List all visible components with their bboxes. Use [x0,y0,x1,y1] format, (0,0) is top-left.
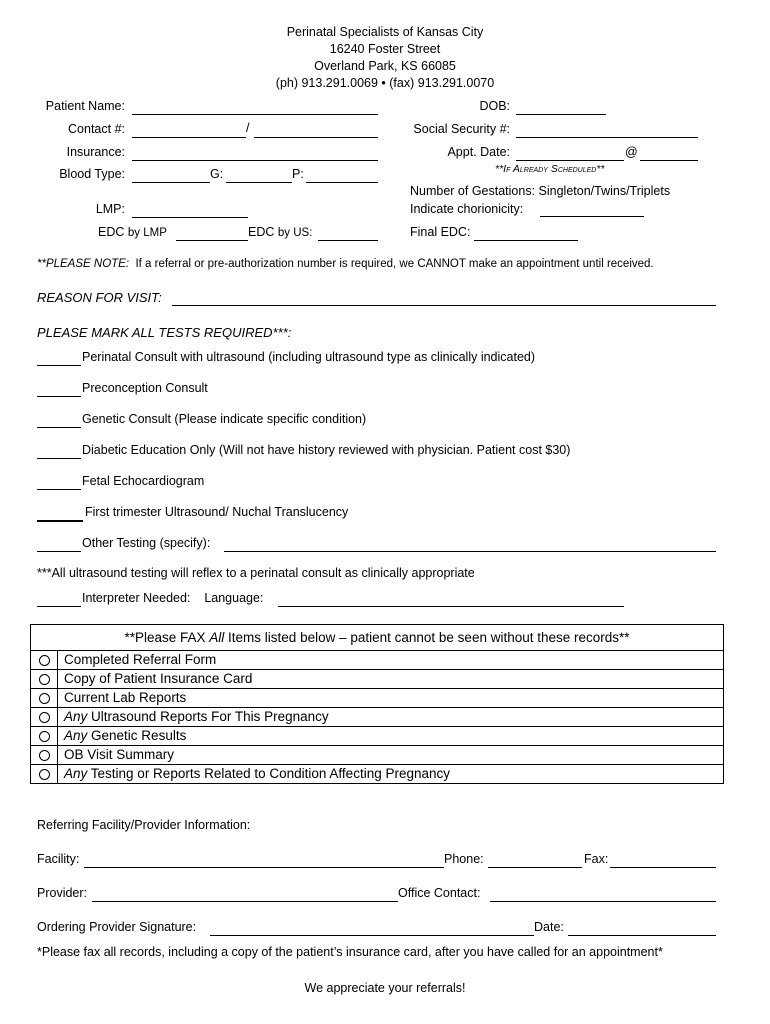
fax-checkbox[interactable] [31,746,58,765]
contact-field-2[interactable] [254,137,378,138]
table-row [31,746,724,765]
test-item: Perinatal Consult with ultrasound (including ultrasound type as clinically indicated) [82,350,536,364]
edc-lmp-field[interactable] [176,240,248,241]
fax-item-label: OB Visit Summary [58,746,724,765]
contact-field-1[interactable] [132,137,246,138]
patient-name-field[interactable] [132,114,378,115]
para-field[interactable] [306,182,378,183]
gravida-field[interactable] [226,182,292,183]
office-contact-label: Office Contact: [398,886,481,900]
circle-icon [39,712,50,723]
edc-lmp-label: EDC by LMP [98,225,167,239]
org-name: Perinatal Specialists of Kansas City [286,25,484,39]
date-label: Date: [534,920,564,934]
dob-field[interactable] [516,114,606,115]
fax-item-label: Any Testing or Reports Related to Condition Affecting Pregnancy [58,765,724,784]
table-row [31,689,724,708]
test-item: Other Testing (specify): [82,536,211,550]
chorionicity-field[interactable] [540,216,644,217]
table-row [31,765,724,784]
appt-date-label: Appt. Date: [447,145,510,159]
thanks-note: We appreciate your referrals! [304,981,466,995]
table-row [31,708,724,727]
other-testing-field[interactable] [224,551,716,552]
dob-label: DOB: [479,99,510,113]
office-contact-field[interactable] [490,901,716,902]
lmp-field[interactable] [132,217,248,218]
final-edc-field[interactable] [474,240,578,241]
fax-checkbox[interactable] [31,708,58,727]
para-label: P: [292,167,304,181]
test-check-5[interactable] [37,489,81,490]
patient-name-label: Patient Name: [45,99,125,113]
circle-icon [39,731,50,742]
fax-item-label: Completed Referral Form [58,651,724,670]
fax-table-header: **Please FAX All Items listed below – patient cannot be seen without these records** [31,625,724,651]
org-city: Overland Park, KS 66085 [314,59,456,73]
signature-field[interactable] [210,935,534,936]
contact-slash: / [246,121,250,135]
edc-us-label: EDC by US: [248,225,313,239]
fax-field[interactable] [610,867,716,868]
insurance-label: Insurance: [66,145,125,159]
appt-date-field[interactable] [516,160,624,161]
fax-item-label: Any Genetic Results [58,727,724,746]
facility-field[interactable] [84,867,444,868]
edc-us-field[interactable] [318,240,378,241]
table-row [31,651,724,670]
blood-type-label: Blood Type: [59,167,125,181]
test-item: Fetal Echocardiogram [82,474,205,488]
test-item: First trimester Ultrasound/ Nuchal Translucency [85,505,349,519]
fax-checkbox[interactable] [31,765,58,784]
appt-time-field[interactable] [640,160,698,161]
signature-label: Ordering Provider Signature: [37,920,197,934]
fax-checkbox[interactable] [31,727,58,746]
language-field[interactable] [278,606,624,607]
test-item: Preconception Consult [82,381,208,395]
test-check-1[interactable] [37,365,81,366]
test-item: Genetic Consult (Please indicate specific condition) [82,412,367,426]
fax-records-note: *Please fax all records, including a copy of the patient’s insurance card, after you have called for an appointment* [37,945,663,959]
fax-checkbox[interactable] [31,689,58,708]
already-scheduled-note: **If Already Scheduled** [495,163,605,175]
fax-label: Fax: [584,852,609,866]
blood-type-field[interactable] [132,182,210,183]
table-row [31,670,724,689]
org-phone-fax: (ph) 913.291.0069 • (fax) 913.291.0070 [275,76,495,90]
test-check-2[interactable] [37,396,81,397]
phone-field[interactable] [488,867,582,868]
circle-icon [39,655,50,666]
appt-at-sign: @ [625,145,638,159]
interpreter-label: Interpreter Needed: Language: [82,591,264,605]
provider-field[interactable] [92,901,398,902]
interpreter-check[interactable] [37,606,81,607]
provider-label: Provider: [37,886,88,900]
test-check-6[interactable] [37,520,83,522]
insurance-field[interactable] [132,160,378,161]
fax-items-table [30,624,724,784]
facility-label: Facility: [37,852,80,866]
lmp-label: LMP: [95,202,125,216]
reason-label: REASON FOR VISIT: [37,290,162,305]
phone-label: Phone: [444,852,484,866]
fax-checkbox[interactable] [31,651,58,670]
circle-icon [39,693,50,704]
fax-item-label: Current Lab Reports [58,689,724,708]
reflex-note: ***All ultrasound testing will reflex to a perinatal consult as clinically appropriate [37,566,475,580]
circle-icon [39,769,50,780]
circle-icon [39,750,50,761]
chorionicity-label: Indicate chorionicity: [410,202,524,216]
fax-checkbox[interactable] [31,670,58,689]
table-row [31,727,724,746]
org-street: 16240 Foster Street [329,42,441,56]
gestations-label: Number of Gestations: Singleton/Twins/Triplets [410,184,671,198]
ssn-field[interactable] [516,137,698,138]
test-check-4[interactable] [37,458,81,459]
test-check-3[interactable] [37,427,81,428]
test-check-7[interactable] [37,551,81,552]
final-edc-label: Final EDC: [410,225,471,239]
contact-label: Contact #: [68,122,125,136]
preauth-note: **PLEASE NOTE: If a referral or pre-authorization number is required, we CANNOT make an appointment until received. [37,258,654,270]
gravida-label: G: [210,167,224,181]
fax-item-label: Copy of Patient Insurance Card [58,670,724,689]
tests-heading: PLEASE MARK ALL TESTS REQUIRED***: [37,325,292,340]
date-field[interactable] [568,935,716,936]
ssn-label: Social Security #: [413,122,510,136]
fax-item-label: Any Ultrasound Reports For This Pregnancy [58,708,724,727]
test-item: Diabetic Education Only (Will not have history reviewed with physician. Patient cost $30) [82,443,571,457]
reason-field[interactable] [172,305,716,306]
referring-heading: Referring Facility/Provider Information: [37,818,251,832]
circle-icon [39,674,50,685]
